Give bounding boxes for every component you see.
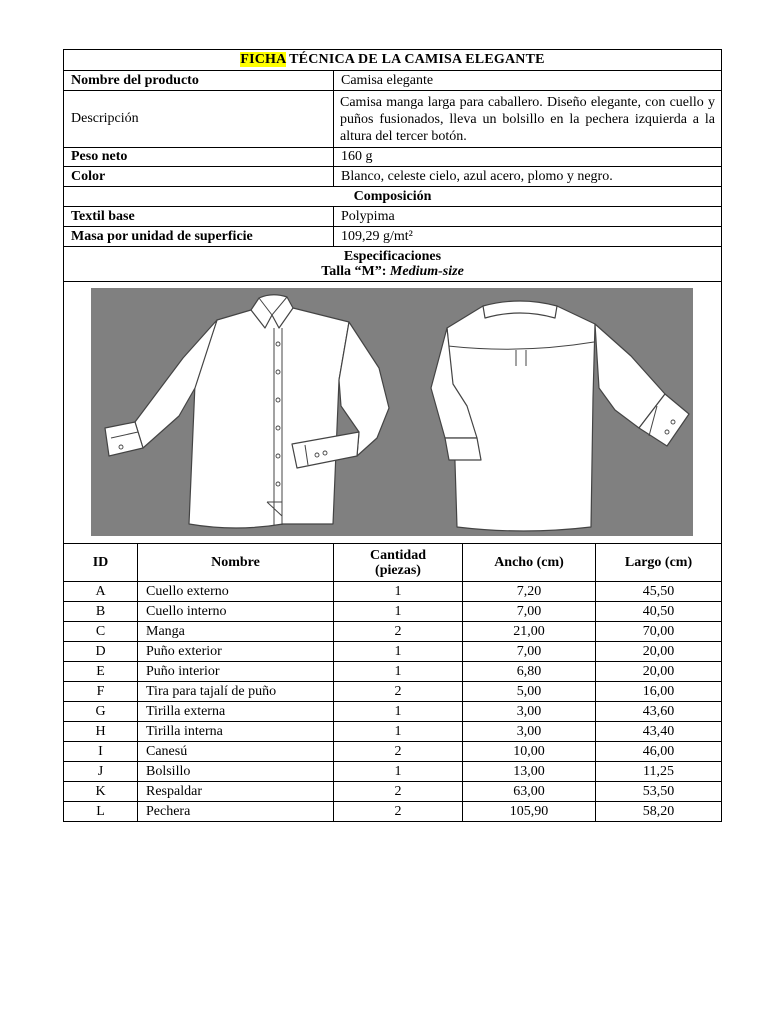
cell-ancho: 3,00	[463, 722, 596, 742]
cell-ancho: 10,00	[463, 742, 596, 762]
shirt-button	[315, 453, 319, 457]
cell-cantidad: 1	[334, 642, 463, 662]
cell-id: L	[64, 802, 138, 822]
cell-id: F	[64, 682, 138, 702]
cell-nombre: Tirilla interna	[138, 722, 334, 742]
shirt-button	[323, 451, 327, 455]
illustration-wrapper	[64, 282, 720, 543]
talla-value: Medium-size	[389, 264, 464, 279]
cell-nombre: Tira para tajalí de puño	[138, 682, 334, 702]
title-highlight: FICHA	[240, 52, 286, 67]
title-rest: TÉCNICA DE LA CAMISA ELEGANTE	[285, 52, 545, 67]
table-row	[64, 722, 722, 742]
cell-cantidad: 2	[334, 682, 463, 702]
cell-nombre: Pechera	[138, 802, 334, 822]
value-descripcion: Camisa manga larga para caballero. Diseño elegante, con cuello y puños fusionados, lleva un bolsillo en la pechera izquierda a la altura del tercer botón.	[334, 91, 722, 148]
cell-largo: 45,50	[596, 582, 722, 602]
technical-sheet	[63, 49, 721, 822]
row-descripcion	[64, 91, 722, 148]
cell-ancho: 13,00	[463, 762, 596, 782]
cell-nombre: Cuello interno	[138, 602, 334, 622]
label-nombre: Nombre del producto	[64, 71, 334, 91]
header-cantidad-line2: (piezas)	[375, 562, 421, 578]
row-peso	[64, 148, 722, 167]
header-cantidad-line1: Cantidad	[369, 547, 427, 563]
cell-id: I	[64, 742, 138, 762]
value-nombre: Camisa elegante	[334, 71, 722, 91]
shirt-illustration	[91, 288, 693, 536]
table-row	[64, 742, 722, 762]
row-masa	[64, 227, 722, 247]
talla-label: Talla “M”:	[321, 264, 390, 279]
table-row	[64, 782, 722, 802]
table-row	[64, 662, 722, 682]
cell-nombre: Cuello externo	[138, 582, 334, 602]
illustration-panel	[91, 288, 693, 536]
illustration-cell	[64, 282, 722, 544]
cell-ancho: 105,90	[463, 802, 596, 822]
cell-cantidad: 1	[334, 722, 463, 742]
label-peso: Peso neto	[64, 148, 334, 167]
row-nombre	[64, 71, 722, 91]
cell-cantidad: 2	[334, 802, 463, 822]
table-row	[64, 582, 722, 602]
cell-id: G	[64, 702, 138, 722]
cell-cantidad: 1	[334, 602, 463, 622]
back-shirt-illustration	[431, 301, 689, 531]
cell-id: A	[64, 582, 138, 602]
composicion-heading: Composición	[64, 187, 722, 207]
cell-cantidad: 1	[334, 762, 463, 782]
cell-cantidad: 1	[334, 702, 463, 722]
cell-largo: 70,00	[596, 622, 722, 642]
row-composicion-heading	[64, 187, 722, 207]
cell-largo: 20,00	[596, 662, 722, 682]
page-title	[64, 50, 722, 71]
especificaciones-heading	[64, 247, 722, 282]
header-id: ID	[64, 544, 138, 582]
cell-ancho: 7,00	[463, 602, 596, 622]
cell-largo: 53,50	[596, 782, 722, 802]
cell-nombre: Respaldar	[138, 782, 334, 802]
cell-id: H	[64, 722, 138, 742]
table-row	[64, 682, 722, 702]
cell-largo: 43,60	[596, 702, 722, 722]
cell-ancho: 7,20	[463, 582, 596, 602]
cell-ancho: 63,00	[463, 782, 596, 802]
cell-id: J	[64, 762, 138, 782]
table-row	[64, 622, 722, 642]
especificaciones-title: Especificaciones	[343, 249, 442, 264]
talla-line	[69, 264, 716, 279]
cell-nombre: Bolsillo	[138, 762, 334, 782]
table-row	[64, 642, 722, 662]
shirt-button	[276, 454, 280, 458]
value-masa: 109,29 g/mt²	[334, 227, 722, 247]
cell-cantidad: 1	[334, 582, 463, 602]
cell-nombre: Puño exterior	[138, 642, 334, 662]
table-row	[64, 702, 722, 722]
cell-cantidad: 2	[334, 742, 463, 762]
table-row	[64, 602, 722, 622]
cell-largo: 40,50	[596, 602, 722, 622]
cell-ancho: 21,00	[463, 622, 596, 642]
cell-largo: 43,40	[596, 722, 722, 742]
cell-largo: 20,00	[596, 642, 722, 662]
row-illustration	[64, 282, 722, 544]
parts-table	[63, 543, 722, 822]
shirt-button	[276, 398, 280, 402]
header-largo: Largo (cm)	[596, 544, 722, 582]
parts-header-row	[64, 544, 722, 582]
row-textil	[64, 207, 722, 227]
front-body	[189, 308, 349, 528]
cell-ancho: 7,00	[463, 642, 596, 662]
cell-largo: 11,25	[596, 762, 722, 782]
cell-id: D	[64, 642, 138, 662]
cell-cantidad: 2	[334, 782, 463, 802]
label-masa: Masa por unidad de superficie	[64, 227, 334, 247]
parts-table-body	[64, 582, 722, 822]
header-ancho: Ancho (cm)	[463, 544, 596, 582]
label-descripcion: Descripción	[64, 91, 334, 148]
shirt-button	[119, 445, 123, 449]
info-table	[63, 49, 722, 544]
title-row	[64, 50, 722, 71]
label-textil: Textil base	[64, 207, 334, 227]
front-shirt-illustration	[105, 295, 389, 528]
cell-largo: 16,00	[596, 682, 722, 702]
cell-id: K	[64, 782, 138, 802]
cell-ancho: 6,80	[463, 662, 596, 682]
value-color: Blanco, celeste cielo, azul acero, plomo y negro.	[334, 167, 722, 187]
shirt-button	[276, 342, 280, 346]
shirt-button	[665, 430, 669, 434]
shirt-button	[276, 482, 280, 486]
cell-nombre: Tirilla externa	[138, 702, 334, 722]
back-left-cuff	[445, 438, 481, 460]
header-cantidad	[334, 544, 463, 582]
header-nombre: Nombre	[138, 544, 334, 582]
cell-ancho: 3,00	[463, 702, 596, 722]
cell-largo: 58,20	[596, 802, 722, 822]
cell-ancho: 5,00	[463, 682, 596, 702]
cell-nombre: Canesú	[138, 742, 334, 762]
row-color	[64, 167, 722, 187]
table-row	[64, 762, 722, 782]
cell-nombre: Manga	[138, 622, 334, 642]
shirt-button	[276, 370, 280, 374]
value-textil: Polypima	[334, 207, 722, 227]
table-row	[64, 802, 722, 822]
shirt-button	[671, 420, 675, 424]
shirt-button	[276, 426, 280, 430]
cell-id: E	[64, 662, 138, 682]
value-peso: 160 g	[334, 148, 722, 167]
cell-nombre: Puño interior	[138, 662, 334, 682]
cell-cantidad: 2	[334, 622, 463, 642]
row-especificaciones	[64, 247, 722, 282]
cell-cantidad: 1	[334, 662, 463, 682]
cell-id: B	[64, 602, 138, 622]
cell-id: C	[64, 622, 138, 642]
cell-largo: 46,00	[596, 742, 722, 762]
label-color: Color	[64, 167, 334, 187]
